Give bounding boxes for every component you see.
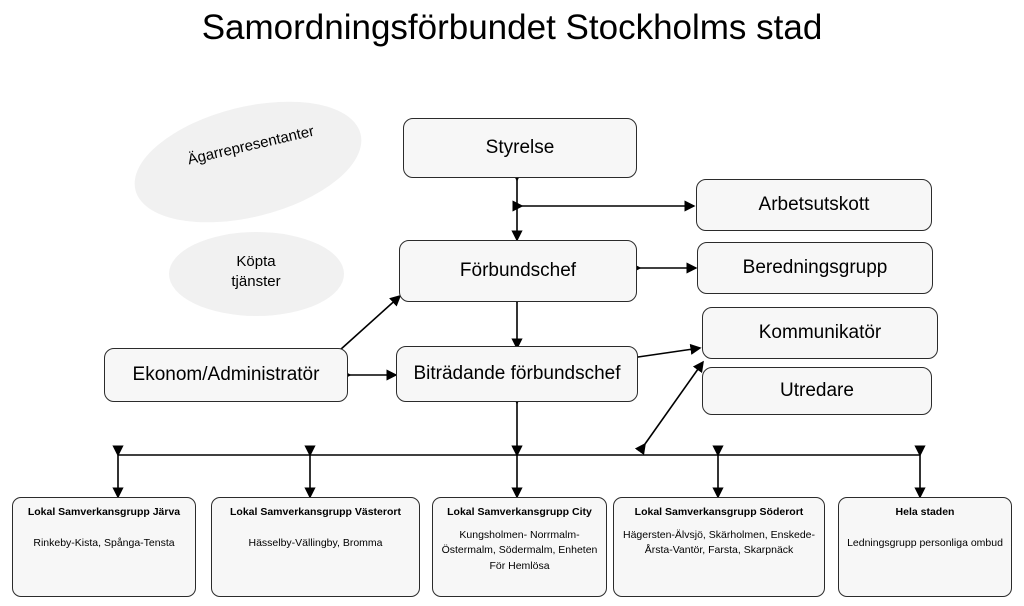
box-utredare-label: Utredare: [780, 380, 854, 401]
leaf-box-soderort[interactable]: [613, 497, 825, 597]
leaf-title: Lokal Samverkansgrupp City: [447, 506, 592, 518]
leaf-subtitle: Kungsholmen- Norrmalm-Östermalm, Södermalm, Enheten För Hemlösa: [441, 528, 598, 573]
leaf-title: Lokal Samverkansgrupp Västerort: [230, 506, 401, 518]
box-styrelse[interactable]: [403, 118, 637, 178]
box-bitradande-forbundschef-label: Biträdande förbundschef: [413, 363, 621, 384]
box-ekonom-administrator[interactable]: [104, 348, 348, 402]
purchased-services-text-line1: Köpta: [236, 253, 276, 270]
purchased-services-label: [181, 252, 331, 293]
box-beredningsgrupp[interactable]: [697, 242, 933, 294]
purchased-services-text-line2: tjänster: [231, 273, 281, 291]
leaf-box-vasterort[interactable]: [211, 497, 420, 597]
box-beredningsgrupp-label: Beredningsgrupp: [742, 257, 888, 278]
leaf-box-jarva[interactable]: [12, 497, 196, 597]
box-styrelse-label: Styrelse: [485, 137, 555, 158]
page-title: Samordningsförbundet Stockholms stad: [201, 8, 823, 47]
leaf-subtitle: Rinkeby-Kista, Spånga-Tensta: [33, 536, 175, 549]
leaf-subtitle: Ledningsgrupp personliga ombud: [847, 536, 1003, 549]
box-ekonom-administrator-label: Ekonom/Administratör: [132, 364, 320, 385]
leaf-title: Lokal Samverkansgrupp Järva: [27, 506, 181, 518]
box-forbundschef-label: Förbundschef: [459, 260, 577, 281]
box-utredare[interactable]: [702, 367, 932, 415]
owner-representatives-text: Ägarrepresentanter: [185, 122, 316, 169]
box-bitradande-forbundschef[interactable]: [396, 346, 638, 402]
box-kommunikator-label: Kommunikatör: [758, 322, 882, 343]
leaf-box-city[interactable]: [432, 497, 607, 597]
leaf-title: Hela staden: [895, 506, 955, 518]
leaf-subtitle: Hässelby-Vällingby, Bromma: [248, 536, 383, 549]
box-arbetsutskott-label: Arbetsutskott: [758, 194, 870, 215]
leaf-subtitle: Hägersten-Älvsjö, Skärholmen, Enskede-Årsta-Vantör, Farsta, Skarpnäck: [622, 528, 815, 557]
box-forbundschef[interactable]: [399, 240, 637, 302]
leaf-title: Lokal Samverkansgrupp Söderort: [634, 506, 804, 518]
box-arbetsutskott[interactable]: [696, 179, 932, 231]
leaf-box-hela-staden[interactable]: [838, 497, 1012, 597]
box-kommunikator[interactable]: [702, 307, 938, 359]
